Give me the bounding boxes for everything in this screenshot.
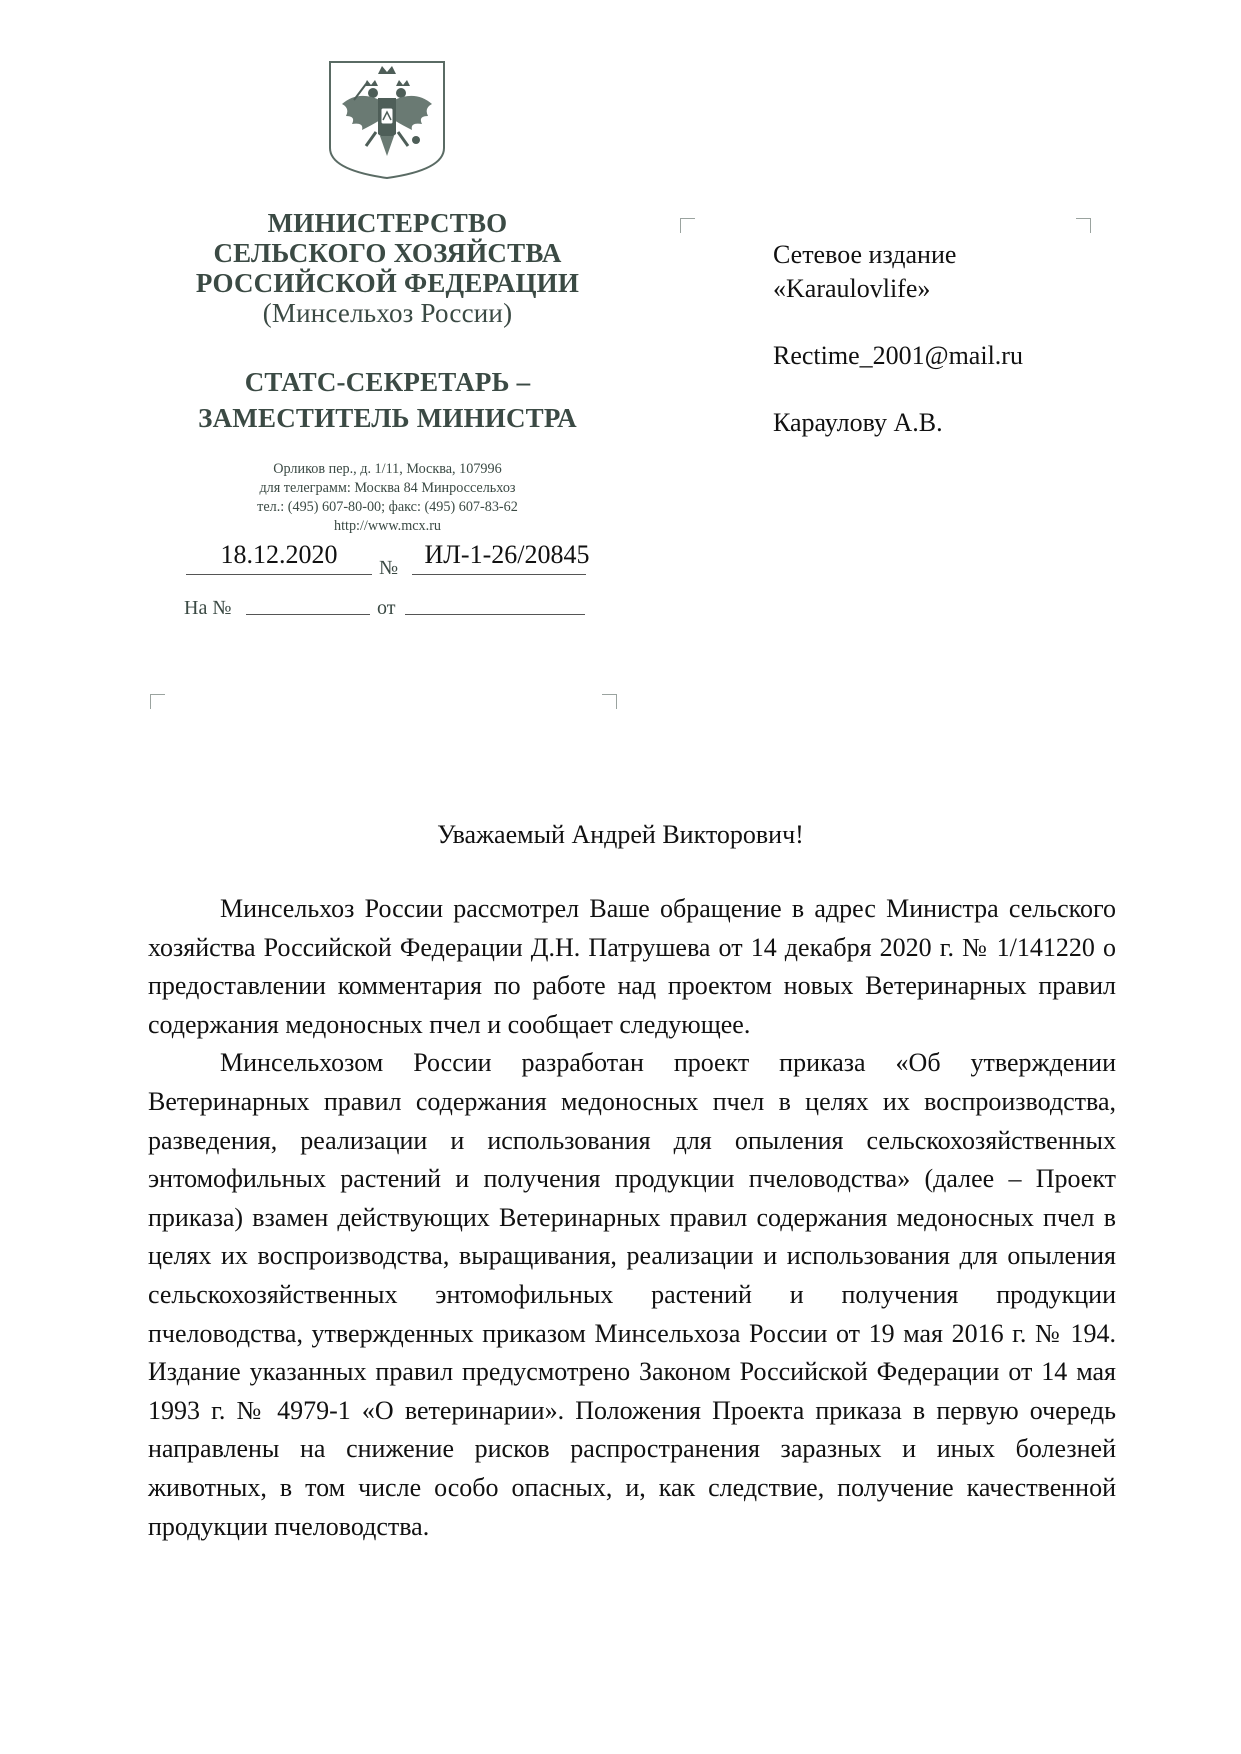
address-line: Орликов пер., д. 1/11, Москва, 107996: [273, 461, 502, 477]
addressee-corner-top-right: [1076, 218, 1091, 233]
subject-corner-top-right: [602, 694, 617, 709]
coat-of-arms-emblem: [328, 60, 446, 180]
addressee-line: «Karaulovlife»: [773, 274, 931, 303]
reference-date-line: [405, 614, 585, 615]
number-sign: №: [379, 557, 399, 579]
ministry-short-name: (Минсельхоз России): [262, 298, 513, 328]
addressee-block: [773, 238, 1023, 440]
date-underline: [186, 574, 372, 575]
registration-date: 18.12.2020: [220, 540, 338, 569]
number-underline: [412, 574, 586, 575]
address-line: тел.: (495) 607-80-00; факс: (495) 607-83-62: [257, 499, 518, 515]
subject-corner-top-left: [150, 694, 165, 709]
signatory-position: [150, 364, 625, 436]
position-line: СТАТС-СЕКРЕТАРЬ –: [244, 367, 531, 397]
addressee-email: Rectime_2001@mail.ru: [773, 341, 1023, 370]
reference-from-label: от: [377, 597, 396, 619]
registration-number: ИЛ-1-26/20845: [424, 540, 590, 569]
body-paragraph: Минсельхоз России рассмотрел Ваше обращение в адрес Министра сельского хозяйства Российской Федерации Д.Н. Патрушева от 14 декабря 2020 г. № 1/141220 о предоставлении комментария по работе над проектом новых Ветеринарных правил содержания медоносных пчел и сообщает следующее.: [148, 894, 1116, 1039]
address-line: для телеграмм: Москва 84 Минроссельхоз: [259, 480, 516, 496]
addressee-corner-top-left: [680, 218, 695, 233]
body-paragraph: Минсельхозом России разработан проект приказа «Об утверждении Ветеринарных правил содержания медоносных пчел в целях их воспроизводства, разведения, реализации и использования для опыления сельскохозяйственных энтомофильных растений и получения продукции пчеловодства» (далее – Проект приказа) взамен действующих Ветеринарных правил содержания медоносных пчел в целях их воспроизводства, выращивания, реализации и использования для опыления сельскохозяйственных энтомофильных растений и получения продукции пчеловодства, утвержденных приказом Минсельхоза России от 19 мая 2016 г. № 194. Издание указанных правил предусмотрено Законом Российской Федерации от 14 мая 1993 г. № 4979-1 «О ветеринарии». Положения Проекта приказа в первую очередь направлены на снижение рисков распространения заразных и иных болезней животных, в том числе особо опасных, и, как следствие, получение качественной продукции пчеловодства.: [148, 1048, 1116, 1541]
reference-label: На №: [184, 597, 232, 619]
ministry-line: РОССИЙСКОЙ ФЕДЕРАЦИИ: [195, 268, 580, 298]
ministry-line: МИНИСТЕРСТВО: [267, 208, 508, 238]
position-line: ЗАМЕСТИТЕЛЬ МИНИСТРА: [198, 403, 577, 433]
letter-body: [148, 890, 1116, 1546]
ministry-line: СЕЛЬСКОГО ХОЗЯЙСТВА: [213, 238, 562, 268]
ministry-address: [150, 460, 625, 536]
addressee-recipient: Караулову А.В.: [773, 408, 943, 437]
ministry-title: [150, 208, 625, 328]
address-line: http://www.mcx.ru: [333, 518, 442, 534]
salutation: Уважаемый Андрей Викторович!: [437, 820, 804, 849]
addressee-line: Сетевое издание: [773, 240, 957, 269]
russian-coat-of-arms-icon: [328, 60, 446, 180]
reference-number-line: [246, 614, 370, 615]
